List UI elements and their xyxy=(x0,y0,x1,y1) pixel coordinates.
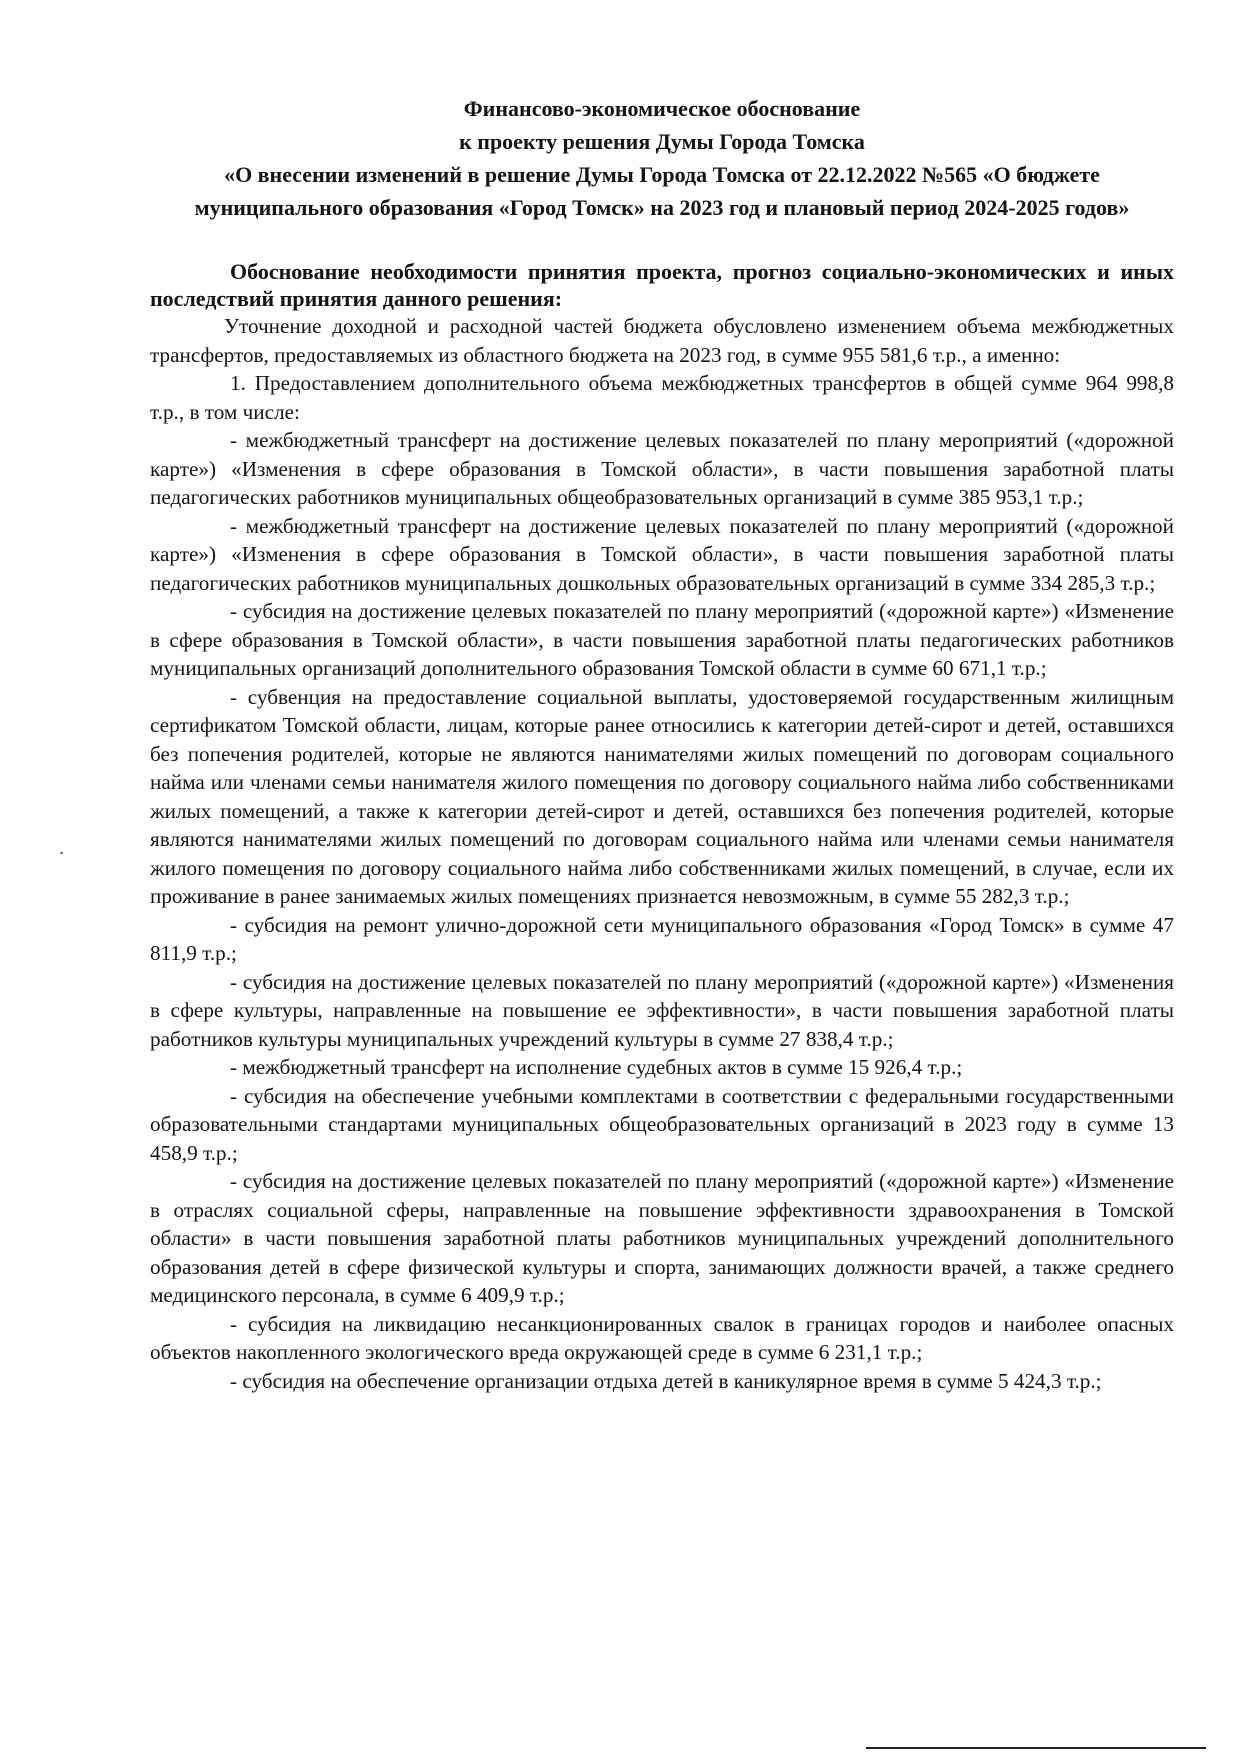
list-item: - межбюджетный трансферт на исполнение судебных актов в сумме 15 926,4 т.р.; xyxy=(230,1055,963,1079)
title-line-2: к проекту решения Думы Города Томска xyxy=(459,129,865,154)
list-item: - субсидия на достижение целевых показателей по плану мероприятий («дорожной карте») «Изменение в сфере образования в Томской области», в части повышения заработной платы педагогических работников муниципальных организаций дополнительного образования Томской области в сумме 60 671,1 т.р.; xyxy=(150,599,1174,680)
list-item: - межбюджетный трансферт на достижение целевых показателей по плану мероприятий («дорожной карте») «Изменения в сфере образования в Томской области», в части повышения заработной платы педагогических работников муниципальных общеобразовательных организаций в сумме 385 953,1 т.р.; xyxy=(150,428,1174,509)
document-title xyxy=(150,92,1174,224)
intro-paragraph: Уточнение доходной и расходной частей бюджета обусловлено изменением объема межбюджетных трансфертов, предоставляемых из областного бюджета на 2023 год, в сумме 955 581,6 т.р., а именно: xyxy=(150,314,1174,367)
list-item: - субсидия на обеспечение организации отдыха детей в каникулярное время в сумме 5 424,3 т.р.; xyxy=(230,1368,1102,1393)
document-body xyxy=(150,312,1174,1395)
list-item: - субсидия на достижение целевых показателей по плану мероприятий («дорожной карте») «Изменения в сфере культуры, направленные на повышение ее эффективности», в части повышения заработной платы работников культуры муниципальных учреждений культуры в сумме 27 838,4 т.р.; xyxy=(150,969,1174,1051)
section-heading: Обоснование необходимости принятия проекта, прогноз социально-экономических и иных последствий принятия данного решения: xyxy=(150,259,1174,311)
list-item: - субвенция на предоставление социальной выплаты, удостоверяемой государственным жилищным сертификатом Томской области, лицам, которые ранее относились к категории детей-сирот и детей, оставшихся без попечения родителей, которые не являются нанимателями жилых помещений по договорам социального найма или членами семьи нанимателя жилого помещения по договору социального найма либо собственниками жилых помещений, а также к категории детей-сирот и детей, оставшихся без попечения родителей, которые являются нанимателями жилых помещений по договорам социального найма или членами семьи нанимателя жилого помещения по договору социального найма либо собственниками жилых помещений, в случае, если их проживание в ранее занимаемых жилых помещениях признается невозможным, в сумме 55 282,3 т.р.; xyxy=(150,684,1174,908)
list-item: - субсидия на обеспечение учебными комплектами в соответствии с федеральными государственными образовательными стандартами муниципальных общеобразовательных организаций в 2023 году в сумме 13 458,9 т.р.; xyxy=(150,1083,1174,1165)
scan-speck xyxy=(60,852,63,854)
item-1-lead: 1. Предоставлением дополнительного объема межбюджетных трансфертов в общей сумме 964 998,8 т.р., в том числе: xyxy=(150,371,1174,424)
list-item: - субсидия на ликвидацию несанкционированных свалок в границах городов и наиболее опасных объектов накопленного экологического вреда окружающей среде в сумме 6 231,1 т.р.; xyxy=(150,1311,1174,1364)
bottom-rule xyxy=(866,1747,1206,1749)
list-item: - субсидия на ремонт улично-дорожной сети муниципального образования «Город Томск» в сумме 47 811,9 т.р.; xyxy=(150,912,1174,965)
title-line-3: «О внесении изменений в решение Думы Города Томска от 22.12.2022 №565 «О бюджете муниципального образования «Город Томск» на 2023 год и плановый период 2024-2025 годов» xyxy=(194,162,1130,220)
list-item: - межбюджетный трансферт на достижение целевых показателей по плану мероприятий («дорожной карте») «Изменения в сфере образования в Томской области», в части повышения заработной платы педагогических работников муниципальных дошкольных образовательных организаций в сумме 334 285,3 т.р.; xyxy=(150,513,1174,595)
title-line-1: Финансово-экономическое обоснование xyxy=(463,96,861,121)
list-item: - субсидия на достижение целевых показателей по плану мероприятий («дорожной карте») «Изменение в отраслях социальной сферы, направленные на повышение эффективности здравоохранения в Томской области» в части повышения заработной платы работников муниципальных учреждений дополнительного образования детей в сфере физической культуры и спорта, занимающих должности врачей, а также среднего медицинского персонала, в сумме 6 409,9 т.р.; xyxy=(150,1169,1174,1307)
